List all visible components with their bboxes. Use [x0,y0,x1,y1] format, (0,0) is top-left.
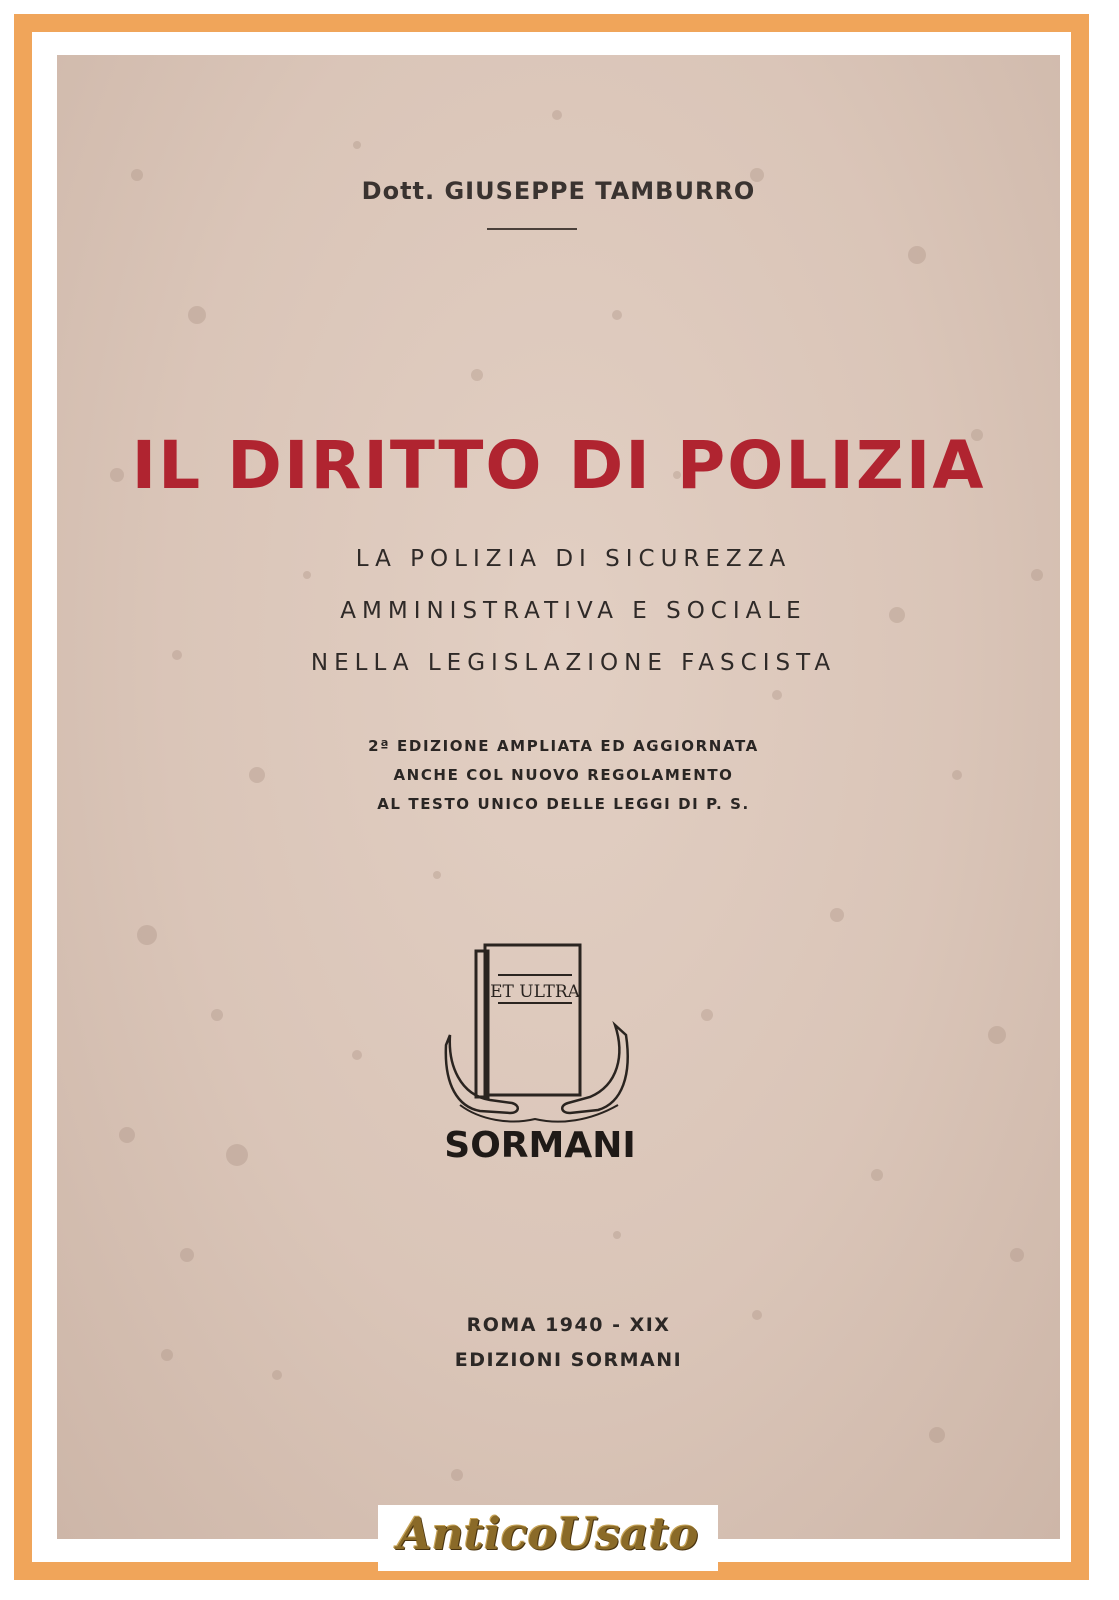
subtitle-line: NELLA LEGISLAZIONE FASCISTA [310,650,837,676]
edition-note [57,732,1060,819]
edition-line: ANCHE COL NUOVO REGOLAMENTO [393,766,734,784]
logo-motto: ET ULTRA [490,982,580,1002]
author-name: Dott. GIUSEPPE TAMBURRO [361,177,756,205]
imprint-line: EDIZIONI SORMANI [454,1349,683,1371]
imprint-block [57,1308,1060,1378]
book-title: IL DIRITTO DI POLIZIA [131,427,986,504]
publisher-logo [440,935,640,1165]
edition-line: 2ª EDIZIONE AMPLIATA ED AGGIORNATA [368,737,759,755]
subtitle-line: AMMINISTRATIVA E SOCIALE [340,598,807,624]
imprint-line: ROMA 1940 - XIX [466,1314,671,1336]
edition-line: AL TESTO UNICO DELLE LEGGI DI P. S. [377,795,750,813]
subtitle-block [57,533,1060,689]
author-divider [487,228,577,230]
book-cover [57,55,1060,1539]
watermark-badge [378,1505,718,1571]
subtitle-line: LA POLIZIA DI SICUREZZA [355,546,792,572]
logo-name: SORMANI [444,1125,636,1165]
watermark-text: AnticoUsato [397,1509,699,1560]
